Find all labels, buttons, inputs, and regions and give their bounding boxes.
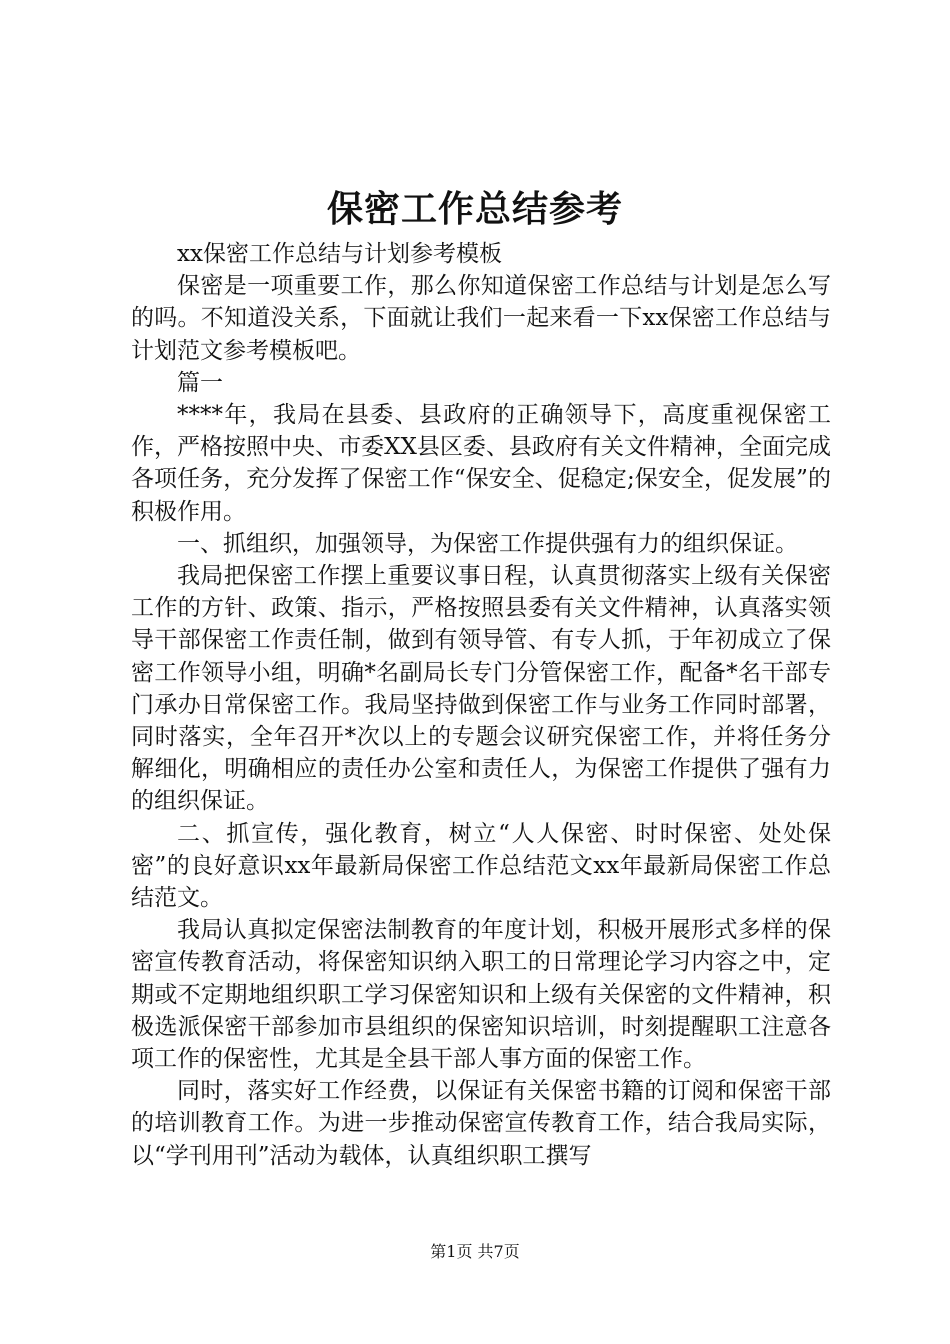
- body-paragraph: 我局认真拟定保密法制教育的年度计划，积极开展形式多样的保密宣传教育活动，将保密知识纳入职工的日常理论学习内容之中，定期或不定期地组织职工学习保密知识和上级有关保密的文件精神，积极选派保密干部参加市县组织的保密知识培训，时刻提醒职工注意各项工作的保密性，尤其是全县干部人事方面的保密工作。: [131, 917, 831, 1073]
- document-body: [131, 238, 831, 1172]
- body-paragraph: 我局把保密工作摆上重要议事日程，认真贯彻落实上级有关保密工作的方针、政策、指示，严格按照县委有关文件精神，认真落实领导干部保密工作责任制，做到有领导管、有专人抓，于年初成立了保密工作领导小组，明确*名副局长专门分管保密工作，配备*名干部专门承办日常保密工作。我局坚持做到保密工作与业务工作同时部署，同时落实，全年召开*次以上的专题会议研究保密工作，并将任务分解细化，明确相应的责任办公室和责任人，为保密工作提供了强有力的组织保证。: [131, 563, 831, 815]
- section-label: 篇一: [177, 369, 223, 396]
- document-title: 保密工作总结参考: [326, 188, 623, 230]
- intro-paragraph: 保密是一项重要工作，那么你知道保密工作总结与计划是怎么写的吗。不知道没关系，下面就让我们一起来看一下xx保密工作总结与计划范文参考模板吧。: [131, 273, 831, 364]
- section-heading: 二、抓宣传，强化教育，树立“人人保密、时时保密、处处保密”的良好意识xx年最新局保密工作总结范文xx年最新局保密工作总结范文。: [131, 820, 831, 912]
- page-footer: 第1页 共7页: [430, 1242, 520, 1261]
- body-paragraph: ****年，我局在县委、县政府的正确领导下，高度重视保密工作，严格按照中央、市委XX县区委、县政府有关文件精神，全面完成各项任务，充分发挥了保密工作“保安全、促稳定;保安全，促发展”的积极作用。: [131, 402, 831, 525]
- subtitle-paragraph: xx保密工作总结与计划参考模板: [177, 241, 502, 267]
- section-heading: 一、抓组织，加强领导，为保密工作提供强有力的组织保证。: [177, 530, 798, 557]
- body-paragraph: 同时，落实好工作经费，以保证有关保密书籍的订阅和保密干部的培训教育工作。为进一步推动保密宣传教育工作，结合我局实际，以“学刊用刊”活动为载体，认真组织职工撰写: [131, 1078, 831, 1169]
